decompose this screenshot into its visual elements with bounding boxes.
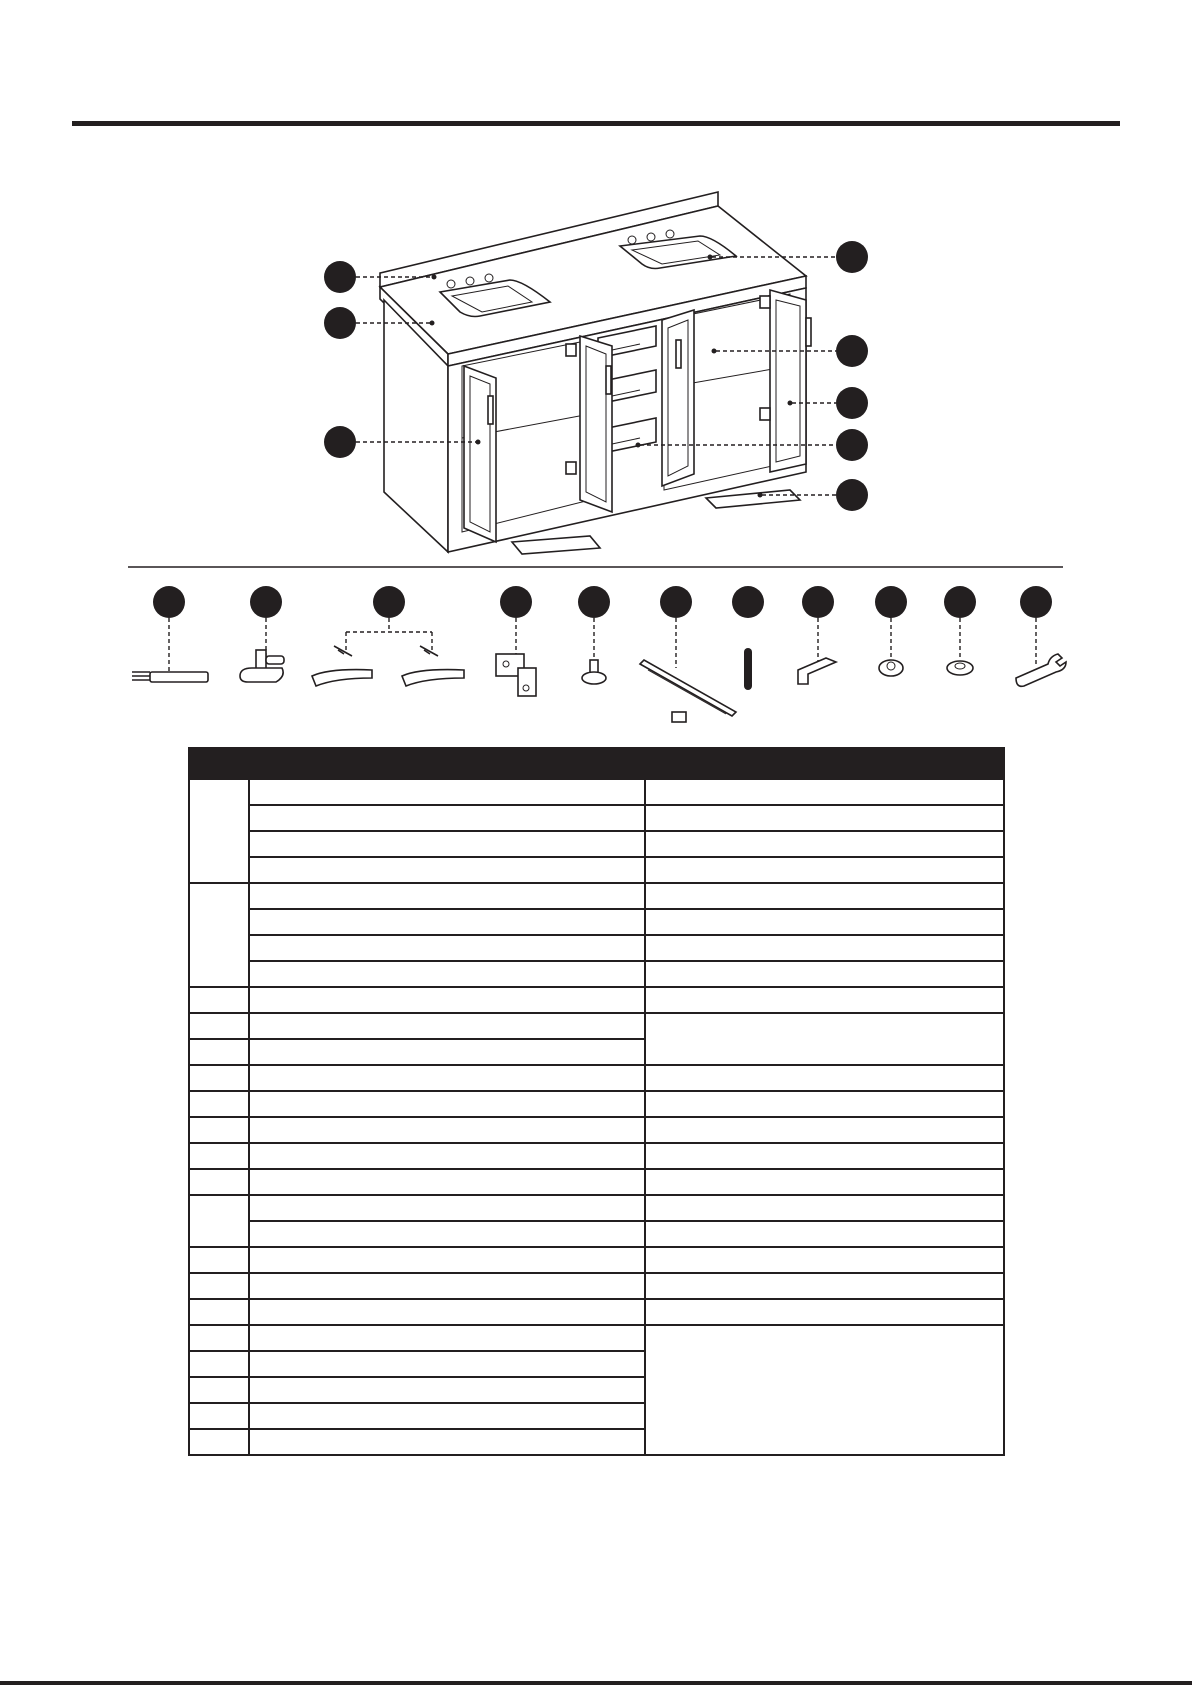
table-cell [249, 1429, 645, 1455]
hinge-icon [496, 586, 536, 696]
table-cell [249, 1273, 645, 1299]
wood-dowel-icon [732, 586, 764, 690]
table-cell [189, 1169, 249, 1195]
table-cell [645, 831, 1004, 857]
table-cell [189, 1377, 249, 1403]
table-cell [249, 961, 645, 987]
table-cell [645, 1091, 1004, 1117]
table-cell [249, 1403, 645, 1429]
table-cell [645, 961, 1004, 987]
table-cell [645, 1065, 1004, 1091]
table-cell [249, 779, 645, 805]
screwdriver-icon [132, 586, 208, 682]
drawer-slide-icon [640, 586, 736, 722]
table-cell [249, 857, 645, 883]
table-header-row [189, 748, 1004, 779]
table-cell [189, 1351, 249, 1377]
table-cell [189, 1247, 249, 1273]
table-row [189, 883, 1004, 909]
table-cell [189, 1195, 249, 1247]
table-cell [645, 1195, 1004, 1221]
l-bracket-icon [798, 586, 836, 684]
table-cell [249, 805, 645, 831]
table-cell [189, 1065, 249, 1091]
table-cell [645, 909, 1004, 935]
table-cell [645, 935, 1004, 961]
table-row [189, 987, 1004, 1013]
table-cell [189, 1039, 249, 1065]
shelf-pin-icon [240, 586, 284, 682]
table-cell [189, 1091, 249, 1117]
table-cell [189, 1325, 249, 1351]
table-row [189, 1091, 1004, 1117]
table-cell [249, 1377, 645, 1403]
vanity-illustration [0, 0, 1192, 740]
parts-table [188, 747, 1005, 1456]
table-cell [645, 779, 1004, 805]
table-cell [249, 1299, 645, 1325]
table-cell [249, 831, 645, 857]
parts-diagram [0, 0, 1192, 740]
table-cell [249, 1013, 645, 1039]
table-cell [249, 1325, 645, 1351]
callout-marker [836, 335, 868, 367]
table-header-cell [189, 748, 249, 779]
vanity-cabinet [380, 192, 811, 554]
table-cell [645, 883, 1004, 909]
table-row [189, 961, 1004, 987]
table-row [189, 1117, 1004, 1143]
table-cell [645, 1299, 1004, 1325]
table-cell [249, 1039, 645, 1065]
table-row [189, 909, 1004, 935]
table-cell [249, 1247, 645, 1273]
table-cell [189, 883, 249, 987]
table-row [189, 857, 1004, 883]
table-cell [189, 1403, 249, 1429]
table-cell [645, 857, 1004, 883]
wrench-icon [1016, 586, 1066, 686]
table-cell [645, 1169, 1004, 1195]
table-cell [249, 883, 645, 909]
table-row [189, 779, 1004, 805]
callout-marker [836, 241, 868, 273]
table-cell [249, 1065, 645, 1091]
table-row [189, 831, 1004, 857]
callout-marker [324, 261, 356, 293]
table-row [189, 1169, 1004, 1195]
table-row [189, 935, 1004, 961]
table-cell [645, 1247, 1004, 1273]
table-row [189, 1065, 1004, 1091]
table-cell [645, 1143, 1004, 1169]
table-cell [249, 1143, 645, 1169]
table-cell [249, 987, 645, 1013]
table-cell [645, 805, 1004, 831]
table-cell [645, 1221, 1004, 1247]
table-cell [189, 1013, 249, 1039]
table-cell [189, 987, 249, 1013]
callout-marker [324, 307, 356, 339]
table-cell [249, 1351, 645, 1377]
table-row [189, 1195, 1004, 1221]
table-cell [645, 1325, 1004, 1455]
table-row [189, 1299, 1004, 1325]
handle-icon [312, 586, 464, 686]
table-cell [189, 1429, 249, 1455]
table-row [189, 1325, 1004, 1351]
table-cell [645, 1273, 1004, 1299]
table-cell [645, 1013, 1004, 1065]
callout-marker [836, 387, 868, 419]
table-cell [189, 1117, 249, 1143]
washer-icon [944, 586, 976, 675]
hardware-row [132, 586, 1066, 722]
callout-marker [836, 479, 868, 511]
bottom-rule [0, 1681, 1192, 1685]
table-cell [189, 1143, 249, 1169]
table-cell [189, 1299, 249, 1325]
table-cell [249, 1169, 645, 1195]
table-cell [249, 1117, 645, 1143]
table-row [189, 1143, 1004, 1169]
nut-icon [875, 586, 907, 676]
callout-marker [324, 426, 356, 458]
table-cell [189, 1273, 249, 1299]
table-cell [249, 935, 645, 961]
table-cell [249, 1091, 645, 1117]
leveling-foot-icon [578, 586, 610, 684]
table-cell [645, 1117, 1004, 1143]
callout-marker [836, 429, 868, 461]
table-row [189, 1247, 1004, 1273]
table-row [189, 1221, 1004, 1247]
table-cell [249, 909, 645, 935]
table-row [189, 805, 1004, 831]
table-header-cell [645, 748, 1004, 779]
table-cell [249, 1221, 645, 1247]
table-header-cell [249, 748, 645, 779]
table-cell [249, 1195, 645, 1221]
table-row [189, 1273, 1004, 1299]
table-cell [189, 779, 249, 883]
table-row [189, 1013, 1004, 1039]
table-cell [645, 987, 1004, 1013]
